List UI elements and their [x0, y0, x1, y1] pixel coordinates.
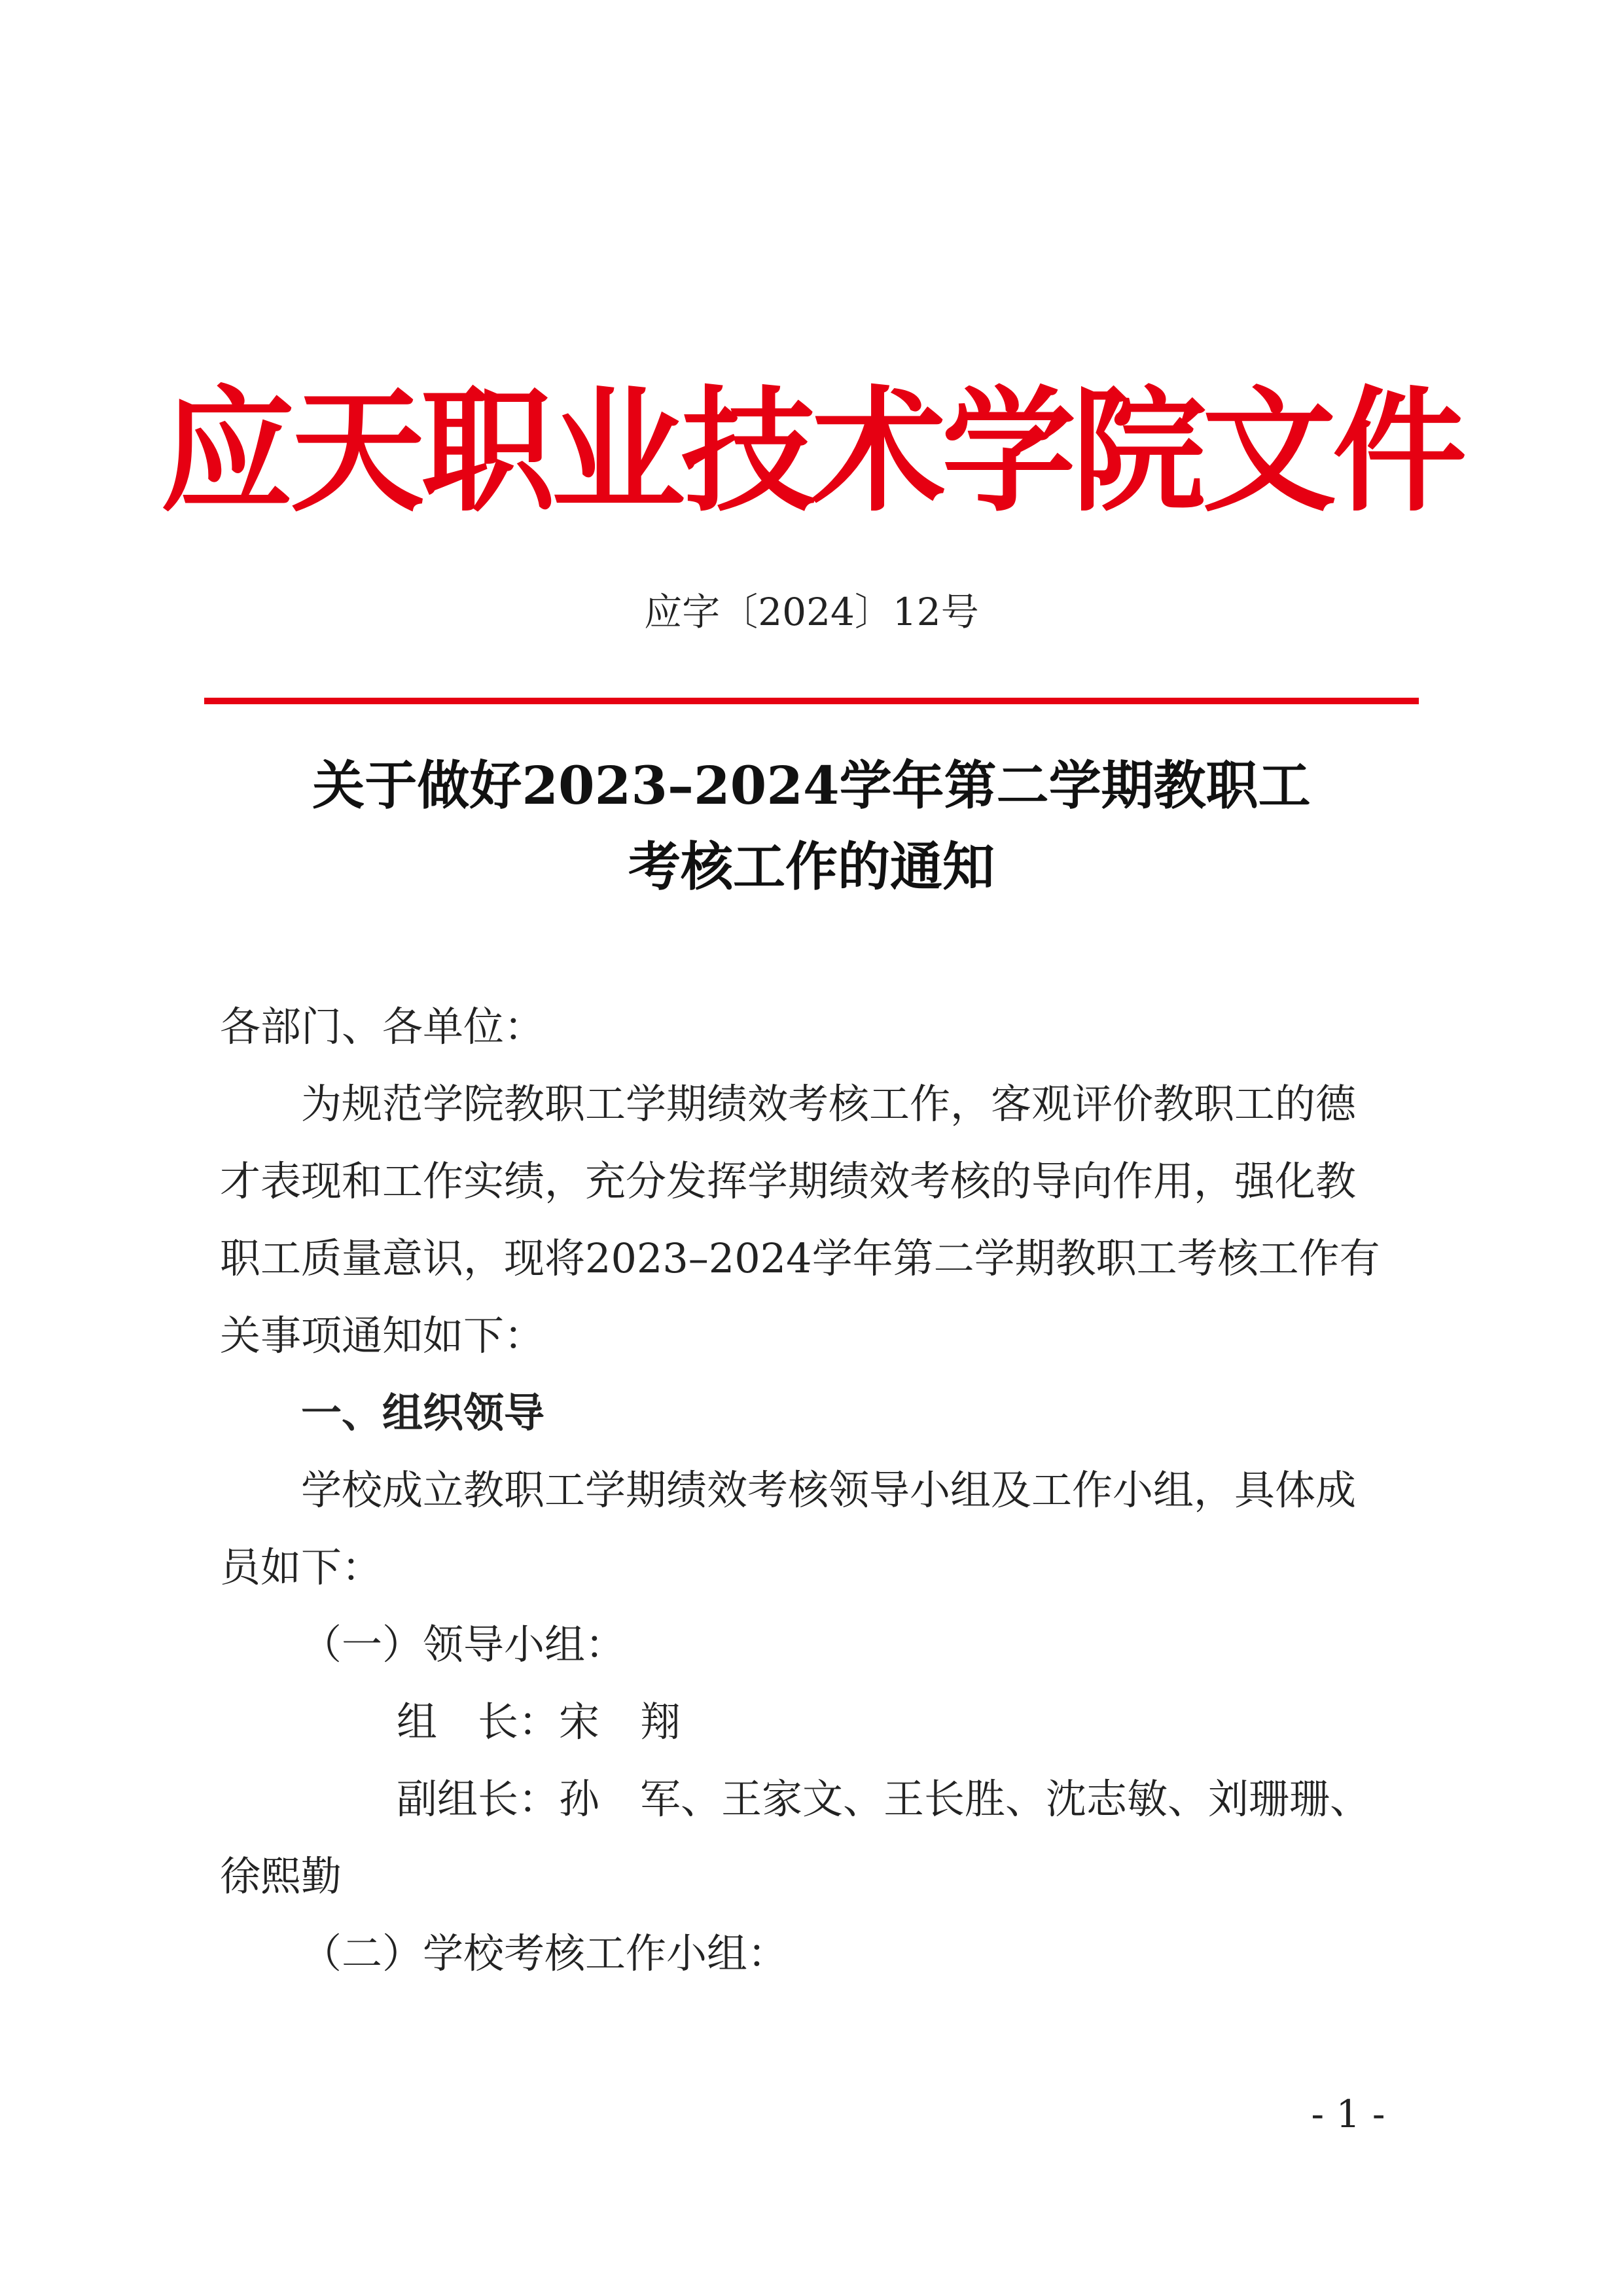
notice-title [0, 745, 1623, 907]
page-number: - 1 - [1311, 2092, 1385, 2136]
notice-title-line-2: 考核工作的通知 [628, 836, 995, 897]
document-number: 应字〔2024〕12号 [644, 590, 979, 634]
deputy-leaders-line-2: 徐熙勤 [220, 1852, 342, 1900]
paragraph-1-line-3: 职工质量意识，现将2023–2024学年第二学期教职工考核工作有 [220, 1234, 1380, 1282]
subsection-1-heading: （一）领导小组： [301, 1621, 626, 1668]
paragraph-2-line-1: 学校成立教职工学期绩效考核领导小组及工作小组，具体成 [301, 1466, 1357, 1514]
paragraph-2-line-2: 员如下： [220, 1543, 383, 1591]
document-header-title: 应天职业技术学院文件 [160, 373, 1463, 530]
leader-line: 组 长：宋 翔 [397, 1698, 681, 1746]
subsection-2-heading: （二）学校考核工作小组： [301, 1929, 789, 1977]
section-1-heading: 一、组织领导 [301, 1389, 545, 1437]
paragraph-1-line-1: 为规范学院教职工学期绩效考核工作，客观评价教职工的德 [301, 1080, 1357, 1128]
red-divider-line [204, 698, 1419, 704]
salutation: 各部门、各单位： [220, 1003, 545, 1050]
deputy-leaders-line-1: 副组长：孙 军、王家文、王长胜、沈志敏、刘珊珊、 [397, 1775, 1371, 1823]
paragraph-1-line-2: 才表现和工作实绩，充分发挥学期绩效考核的导向作用，强化教 [220, 1157, 1357, 1205]
notice-body [220, 988, 1403, 1992]
notice-title-line-1: 关于做好2023–2024学年第二学期教职工 [312, 755, 1311, 816]
paragraph-1-line-4: 关事项通知如下： [220, 1312, 545, 1359]
